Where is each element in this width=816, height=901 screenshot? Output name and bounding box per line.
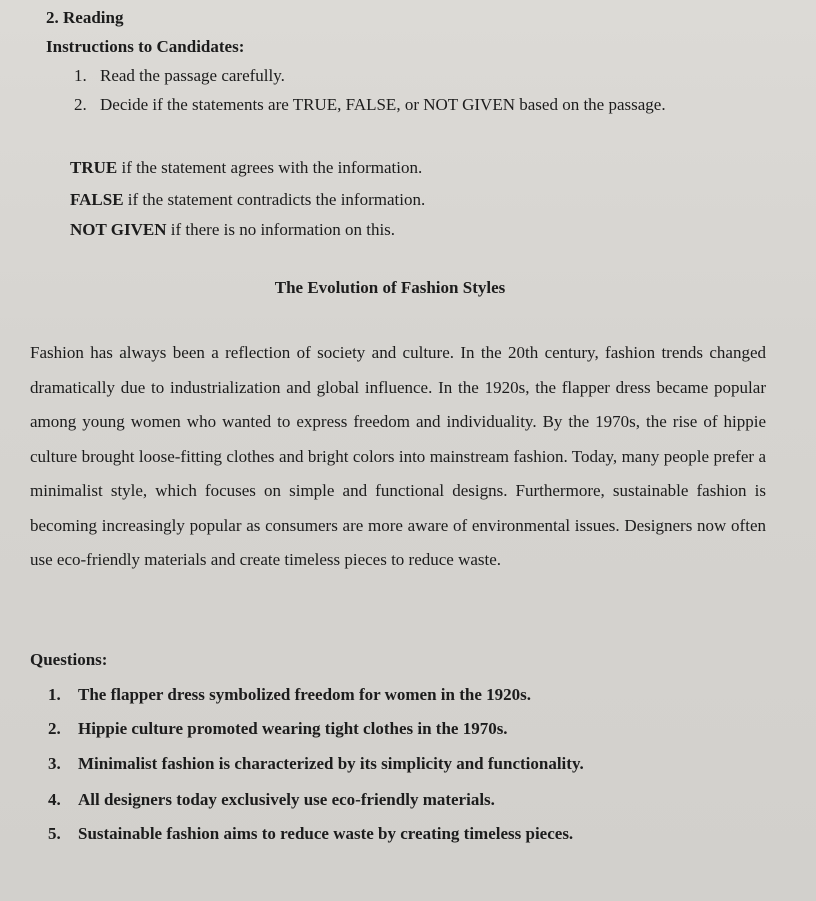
definition-term: FALSE (70, 190, 124, 209)
definition-text: if the statement agrees with the information. (117, 158, 423, 177)
definition-term: NOT GIVEN (70, 220, 167, 239)
question-text: All designers today exclusively use eco-friendly materials. (78, 790, 495, 809)
question-item (48, 824, 573, 844)
question-item (48, 754, 584, 774)
question-item (48, 790, 495, 810)
instruction-item (74, 66, 285, 86)
question-number: 4. (48, 790, 61, 809)
question-number: 3. (48, 754, 61, 773)
instructions-heading: Instructions to Candidates: (46, 37, 245, 56)
passage-body: Fashion has always been a reflection of society and culture. In the 20th century, fashion trends changed dramatically due to industrialization and global influence. In the 1920s, the flapper dress became popular among young women who wanted to express freedom and individuality. By the 1970s, the rise of hippie culture brought loose-fitting clothes and bright colors into mainstream fashion. Today, many people prefer a minimalist style, which focuses on simple and functional designs. Furthermore, sustainable fashion is becoming increasingly popular as consumers are more aware of environmental issues. Designers now often use eco-friendly materials and create timeless pieces to reduce waste. (30, 343, 766, 569)
question-text: Hippie culture promoted wearing tight clothes in the 1970s. (78, 719, 508, 738)
question-number: 1. (48, 685, 61, 704)
definition-text: if there is no information on this. (166, 220, 396, 239)
definition-false (70, 190, 425, 210)
passage-title: The Evolution of Fashion Styles (274, 278, 506, 297)
instruction-text: Decide if the statements are TRUE, FALSE, or NOT GIVEN based on the passage. (100, 95, 666, 114)
question-item (48, 719, 508, 739)
question-item (48, 685, 531, 705)
definition-true (70, 158, 422, 178)
section-heading: 2. Reading (46, 8, 124, 27)
question-text: Minimalist fashion is characterized by its simplicity and functionality. (78, 754, 584, 773)
question-text: Sustainable fashion aims to reduce waste by creating timeless pieces. (78, 824, 574, 843)
definition-term: TRUE (70, 158, 118, 177)
instruction-item (74, 95, 666, 115)
question-text: The flapper dress symbolized freedom for women in the 1920s. (78, 685, 532, 704)
definition-not-given (70, 220, 395, 240)
question-number: 5. (48, 824, 61, 843)
instruction-number: 1. (74, 66, 87, 85)
question-number: 2. (48, 719, 61, 738)
instruction-number: 2. (74, 95, 87, 114)
instruction-text: Read the passage carefully. (100, 66, 285, 85)
questions-heading: Questions: (30, 650, 108, 669)
definition-text: if the statement contradicts the information. (123, 190, 426, 209)
